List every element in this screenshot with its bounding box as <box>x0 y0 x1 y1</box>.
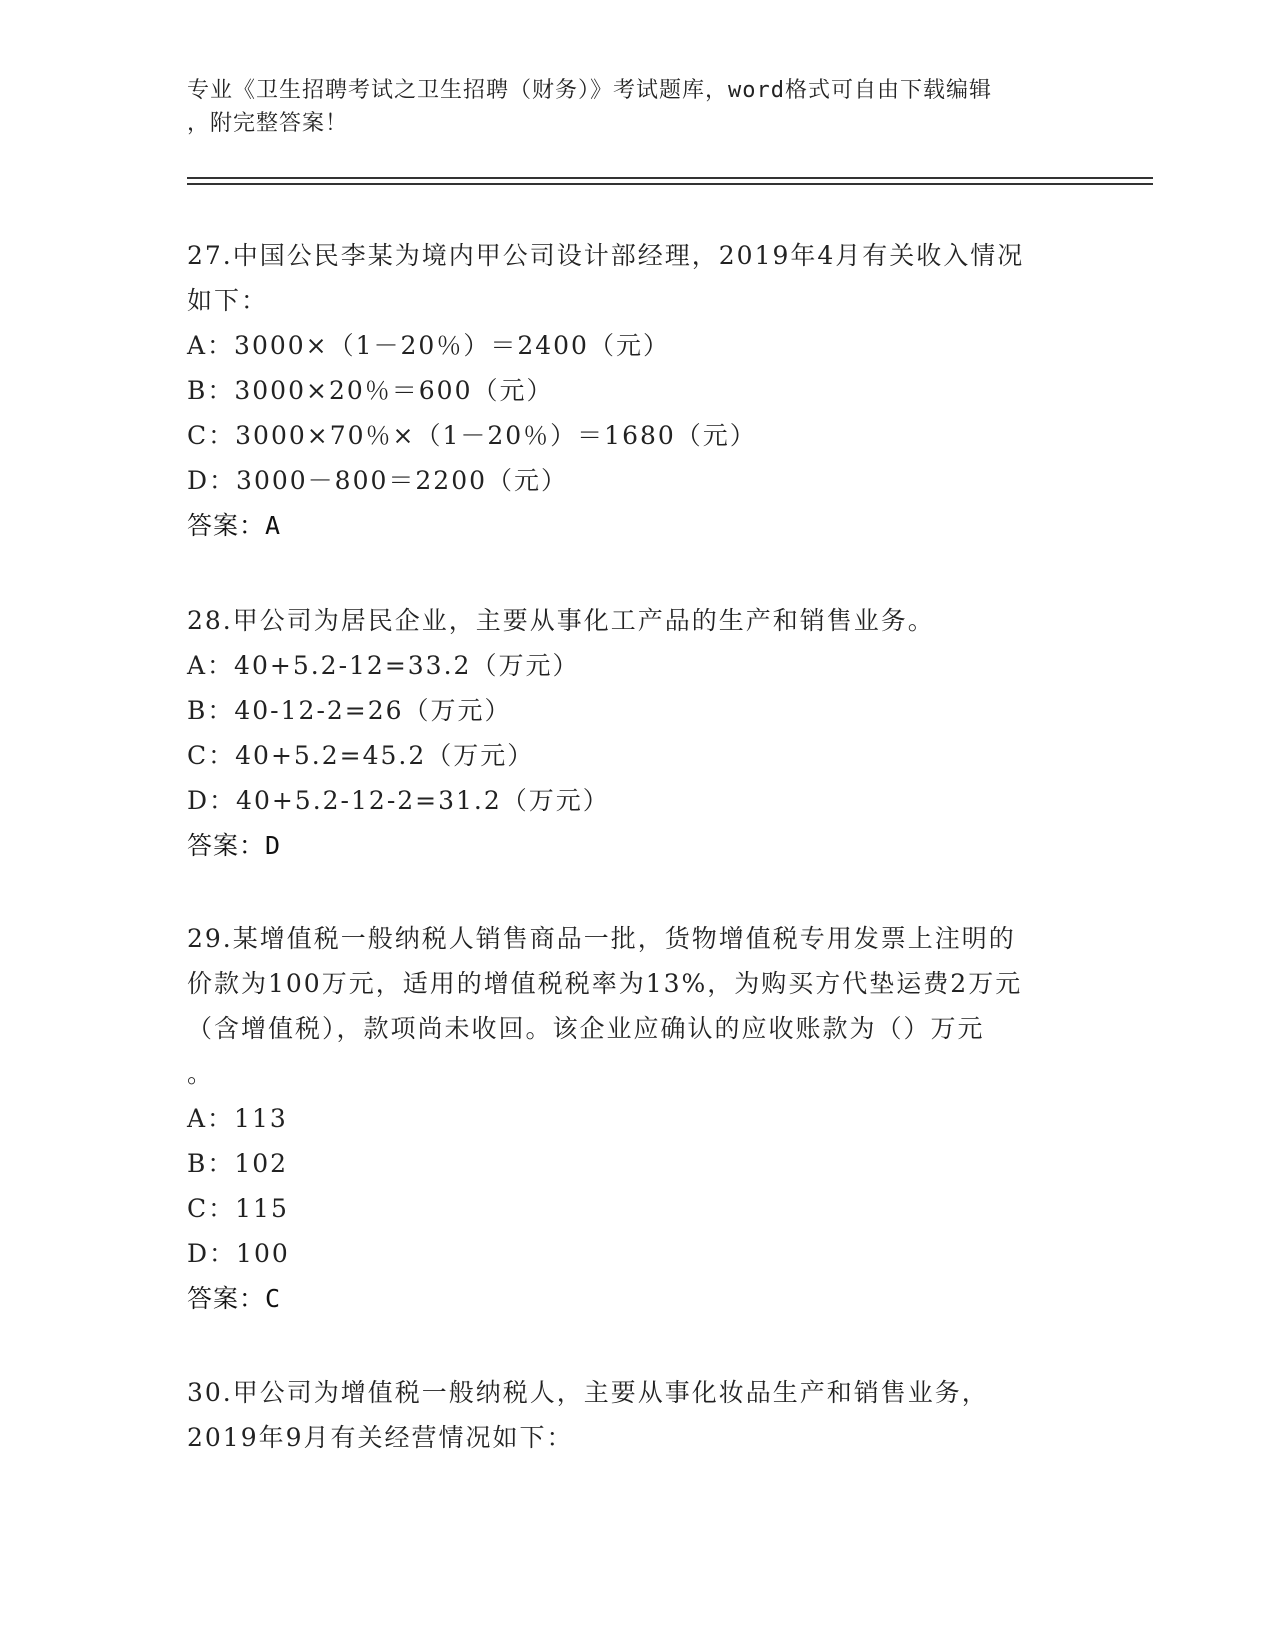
answer-line: 答案：D <box>187 831 282 860</box>
option-d: D：100 <box>187 1239 290 1268</box>
question-stem-line: 如下： <box>187 286 269 315</box>
option-b: B：102 <box>187 1149 289 1178</box>
question-stem-line: 28.甲公司为居民企业，主要从事化工产品的生产和销售业务。 <box>187 606 935 635</box>
question-stem-line: 价款为100万元，适用的增值税税率为13%，为购买方代垫运费2万元 <box>187 969 1023 998</box>
header-line-2: ，附完整答案！ <box>187 111 349 136</box>
option-d: D：3000－800＝2200（元） <box>187 466 569 495</box>
header-line-1: 专业《卫生招聘考试之卫生招聘（财务）》考试题库，word格式可自由下载编辑 <box>187 78 992 103</box>
answer-line: 答案：C <box>187 1284 282 1313</box>
header-divider-top <box>187 177 1153 179</box>
question-30 <box>187 1370 1087 1460</box>
question-28 <box>187 598 1087 868</box>
question-stem-line: 27.中国公民李某为境内甲公司设计部经理，2019年4月有关收入情况 <box>187 241 1025 270</box>
option-a: A：113 <box>187 1104 288 1133</box>
question-stem-line: 。 <box>187 1059 215 1088</box>
option-b: B：3000×20％＝600（元） <box>187 376 554 405</box>
document-header <box>187 74 1087 140</box>
answer-line: 答案：A <box>187 511 282 540</box>
option-b: B：40-12-2=26（万元） <box>187 696 512 725</box>
question-stem-line: （含增值税），款项尚未收回。该企业应确认的应收账款为（）万元 <box>187 1014 985 1043</box>
question-stem-line: 30.甲公司为增值税一般纳税人，主要从事化妆品生产和销售业务， <box>187 1378 989 1407</box>
question-27 <box>187 233 1087 548</box>
option-a: A：40+5.2-12=33.2（万元） <box>187 651 580 680</box>
option-c: C：40+5.2=45.2（万元） <box>187 741 535 770</box>
option-a: A：3000×（1－20％）＝2400（元） <box>187 331 670 360</box>
option-c: C：3000×70％×（1－20％）＝1680（元） <box>187 421 757 450</box>
option-d: D：40+5.2-12-2=31.2（万元） <box>187 786 610 815</box>
option-c: C：115 <box>187 1194 289 1223</box>
header-divider-bottom <box>187 183 1153 185</box>
question-stem-line: 2019年9月有关经营情况如下： <box>187 1423 574 1452</box>
question-29 <box>187 916 1087 1321</box>
question-stem-line: 29.某增值税一般纳税人销售商品一批，货物增值税专用发票上注明的 <box>187 924 1016 953</box>
